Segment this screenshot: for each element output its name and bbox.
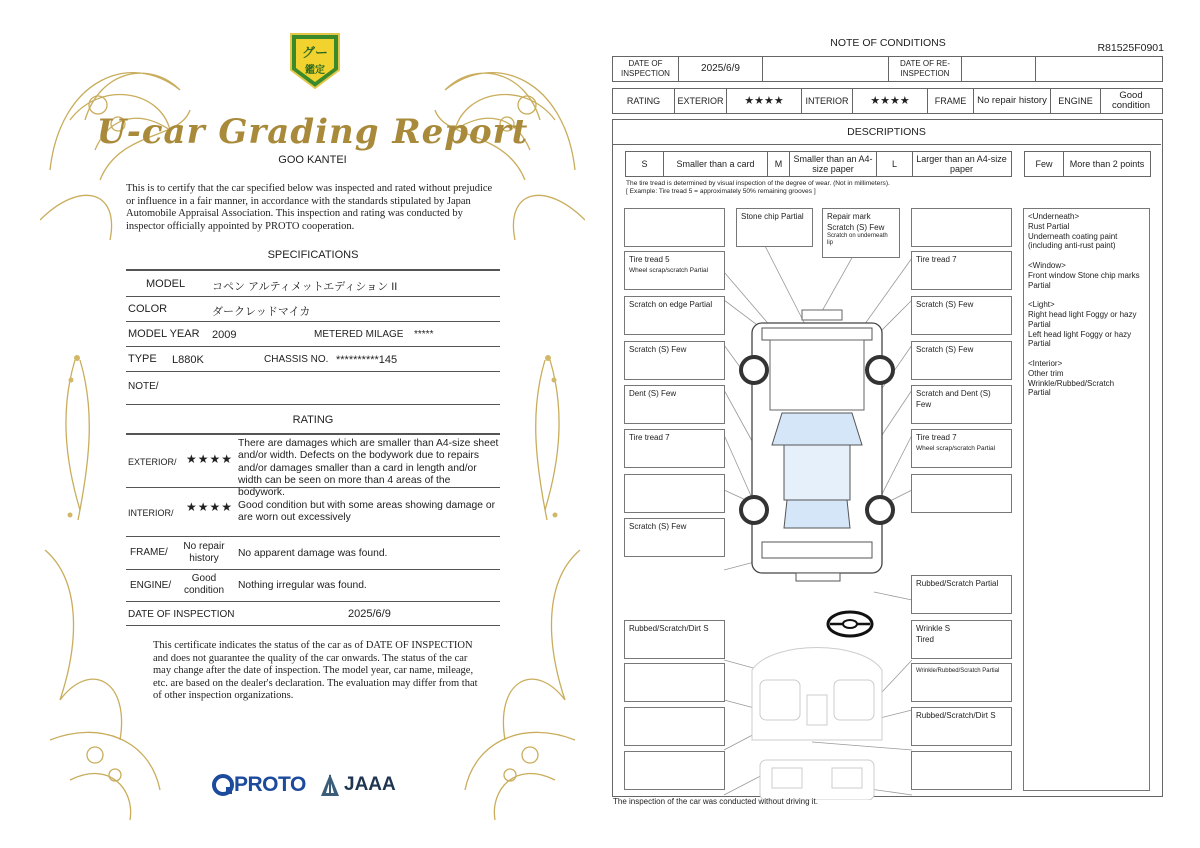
exterior-rating-row (126, 436, 500, 499)
notes-heading: NOTE OF CONDITIONS (830, 37, 946, 49)
summary-line: Right head light Foggy or hazy (1028, 309, 1137, 319)
report-subtitle: GOO KANTEI (278, 154, 347, 166)
legend-m-text: Smaller than an A4-size paper (790, 152, 877, 176)
desc-box-empty-3 (624, 474, 725, 513)
certificate-intro: This is to certify that the car specified below was inspected and rated without prejudice or influence in a fair manner, in accordance with the standards stipulated by Japan Automobile Appraisal Association. This inspection and rating was conducted by inspector officially appointed by PROTO cooperation. (126, 183, 493, 233)
summary-line: Other trim (1028, 368, 1064, 378)
engine-label: ENGINE (1051, 89, 1101, 113)
summary-line: <Interior> (1028, 358, 1063, 368)
metered-mileage-label: METERED MILAGE (314, 329, 404, 340)
summary-line: <Window> (1028, 260, 1066, 270)
summary-line: Underneath coating paint (1028, 231, 1118, 241)
desc-box-int-r2: Wrinkle/Rubbed/Scratch Partial (911, 663, 1012, 702)
frame-label: FRAME (928, 89, 974, 113)
report-title: U-car Grading Report (96, 112, 529, 152)
proto-mark-icon (212, 774, 234, 796)
legend-m: M (768, 152, 790, 176)
reinspection-label: DATE OF RE-INSPECTION (889, 57, 962, 81)
goo-kantei-badge (287, 30, 343, 92)
date-row (126, 603, 500, 626)
desc-box-tire-rl: Tire tread 7 (624, 429, 725, 468)
repair-mark-text: Repair mark (827, 212, 871, 221)
desc-box-scratch-edge: Scratch on edge Partial (624, 296, 725, 335)
steering-wheel-icon (828, 612, 872, 636)
summary-line: Partial (1028, 280, 1051, 290)
desc-box-repair-mark (822, 208, 900, 258)
jaaa-logo-text: JAAA (344, 774, 396, 795)
frame-value: No repair history (183, 541, 225, 564)
int-r1-text: Wrinkle S (916, 624, 951, 633)
summary-line: Front window Stone chip marks (1028, 270, 1140, 280)
chassis-value: **********145 (336, 354, 398, 366)
desc-box-tire-fr: Tire tread 7 (911, 251, 1012, 290)
note-of-conditions (612, 30, 1164, 820)
color-row (126, 297, 500, 322)
engine-row (126, 571, 500, 602)
repair-small-text: Scratch on underneath lip (827, 233, 888, 246)
summary-line: <Light> (1028, 300, 1055, 310)
interior-stars: ★★★★ (853, 89, 928, 113)
notes-footer: The inspection of the car was conducted without driving it. (613, 797, 818, 806)
few-legend (1024, 151, 1151, 177)
tire-note-line-2: [ Example: Tire tread 5 = approximately 50% remaining grooves ] (626, 188, 816, 195)
engine-value: Good condition (183, 573, 225, 596)
metered-mileage-value: ***** (414, 329, 434, 340)
desc-box-scratch-rear: Scratch (S) Few (624, 518, 725, 557)
rating-grid (612, 88, 1163, 114)
date-label: DATE OF INSPECTION (128, 609, 235, 620)
rating-heading: RATING (292, 414, 334, 426)
rating-label: RATING (613, 89, 675, 113)
engine-label: ENGINE/ (130, 580, 172, 591)
exterior-label: EXTERIOR (675, 89, 727, 113)
model-label: MODEL (146, 278, 186, 290)
summary-line: Wrinkle/Rubbed/Scratch (1028, 378, 1115, 388)
desc-box-empty-4 (911, 474, 1012, 513)
tire-rr-text: Tire tread 7 (916, 433, 957, 442)
desc-box-int-r1 (911, 620, 1012, 659)
proto-logo (212, 772, 306, 798)
engine-description: Nothing irregular was found. (238, 580, 367, 591)
desc-box-scratch-dent-r: Scratch and Dent (S) Few (911, 385, 1012, 424)
summary-line: Rust Partial (1028, 221, 1070, 231)
desc-box-scratch-r2: Scratch (S) Few (911, 341, 1012, 380)
type-value: L880K (172, 354, 204, 366)
desc-box-empty-8 (911, 751, 1012, 790)
tire-rr-sub: Wheel scrap/scratch Partial (916, 445, 996, 452)
desc-box-empty-6 (624, 707, 725, 746)
interior-rating-row (126, 488, 500, 537)
color-label: COLOR (128, 303, 168, 315)
date-grid (612, 56, 1163, 82)
desc-box-dent-l: Dent (S) Few (624, 385, 725, 424)
date-value: 2025/6/9 (348, 608, 391, 620)
note-label: NOTE/ (128, 381, 159, 392)
desc-box-empty-1 (624, 208, 725, 247)
summary-line: Partial (1028, 319, 1051, 329)
car-interior-diagram (752, 648, 882, 801)
desc-box-scratch-r1: Scratch (S) Few (911, 296, 1012, 335)
legend-s-text: Smaller than a card (664, 152, 768, 176)
note-row (126, 372, 500, 405)
frame-row (126, 539, 500, 570)
exterior-stars: ★★★★ (186, 452, 234, 466)
desc-box-tire-fl (624, 251, 725, 290)
descriptions-heading: DESCRIPTIONS (612, 119, 1161, 145)
summary-line: Partial (1028, 388, 1051, 398)
date-of-inspection-value: 2025/6/9 (679, 57, 763, 81)
desc-box-empty-5 (624, 663, 725, 702)
desc-box-empty-7 (624, 751, 725, 790)
model-row (126, 272, 500, 297)
grading-certificate (40, 20, 585, 830)
summary-panel (1023, 208, 1150, 791)
summary-line (1028, 349, 1145, 359)
jaaa-mark-icon (320, 773, 340, 797)
color-value: ダークレッドマイカ (212, 306, 311, 318)
desc-box-tire-rr (911, 429, 1012, 468)
summary-line (1028, 251, 1145, 261)
desc-box-empty-2 (911, 208, 1012, 247)
frame-value: No repair history (974, 89, 1051, 113)
int-r1-sub: Tired (916, 635, 934, 644)
desc-box-stone-chip: Stone chip Partial (736, 208, 813, 247)
interior-label: INTERIOR/ (128, 508, 174, 518)
badge-top-text: グー (301, 46, 329, 61)
frame-description: No apparent damage was found. (238, 548, 388, 559)
repair-scratch-text: Scratch (S) Few (827, 223, 885, 232)
interior-label: INTERIOR (802, 89, 853, 113)
model-year-label: MODEL YEAR (128, 328, 200, 340)
interior-stars: ★★★★ (186, 500, 234, 514)
jaaa-logo (320, 772, 396, 798)
legend-few: Few (1025, 152, 1064, 176)
desc-box-steering: Rubbed/Scratch Partial (911, 575, 1012, 614)
exterior-stars: ★★★★ (727, 89, 802, 113)
summary-line: (including anti-rust paint) (1028, 241, 1116, 251)
legend-l-text: Larger than an A4-size paper (916, 154, 1007, 174)
specifications-heading: SPECIFICATIONS (267, 249, 359, 261)
size-legend (625, 151, 1012, 177)
summary-list (1028, 212, 1145, 398)
summary-line: Partial (1028, 339, 1051, 349)
certificate-footer: This certificate indicates the status of the car as of DATE OF INSPECTION and does not guarantee the quality of the car onwards. The status of the car may change after the date of inspection. The model year, car name, mileage, etc. are based on the dealer's declaration. The evaluation may differ from that of other inspection organizations. (153, 640, 478, 701)
desc-box-scratch-l2: Scratch (S) Few (624, 341, 725, 380)
proto-logo-text: PROTO (234, 773, 306, 796)
reference-number: R81525F0901 (1097, 42, 1164, 54)
exterior-label: EXTERIOR/ (128, 457, 177, 467)
tire-note-line-1: The tire tread is determined by visual inspection of the degree of wear. (Not in millimeters). (626, 180, 890, 187)
desc-box-int-r3: Rubbed/Scratch/Dirt S (911, 707, 1012, 746)
legend-l: L (877, 152, 913, 176)
model-year-row (126, 322, 500, 347)
exterior-description: There are damages which are smaller than A4-size sheet and/or width. Defects on the bodywork due to repairs and/or damages smaller than a card in length and/or width can be seen on more than 4 areas of the bodywork. (238, 438, 499, 499)
engine-value: Good condition (1111, 90, 1151, 111)
legend-s: S (626, 152, 664, 176)
summary-line: Left head light Foggy or hazy (1028, 329, 1132, 339)
tire-fl-sub: Wheel scrap/scratch Partial (629, 267, 709, 274)
type-label: TYPE (128, 353, 157, 365)
date-of-inspection-label: DATE OF INSPECTION (613, 57, 679, 81)
model-value: コペン アルティメットエディション II (212, 281, 398, 293)
tire-fl-text: Tire tread 5 (629, 255, 670, 264)
chassis-label: CHASSIS NO. (264, 354, 329, 365)
legend-few-text: More than 2 points (1069, 159, 1145, 169)
desc-box-int-l1: Rubbed/Scratch/Dirt S (624, 620, 725, 659)
tire-note (626, 180, 890, 196)
badge-bottom-text: 鑑定 (305, 65, 325, 76)
type-row (126, 347, 500, 372)
interior-description: Good condition but with some areas showing damage or are worn out excessively (238, 500, 495, 524)
frame-label: FRAME/ (130, 547, 168, 558)
summary-line: <Underneath> (1028, 212, 1080, 221)
model-year-value: 2009 (212, 329, 237, 341)
car-top-view (741, 310, 893, 581)
summary-line (1028, 290, 1145, 300)
